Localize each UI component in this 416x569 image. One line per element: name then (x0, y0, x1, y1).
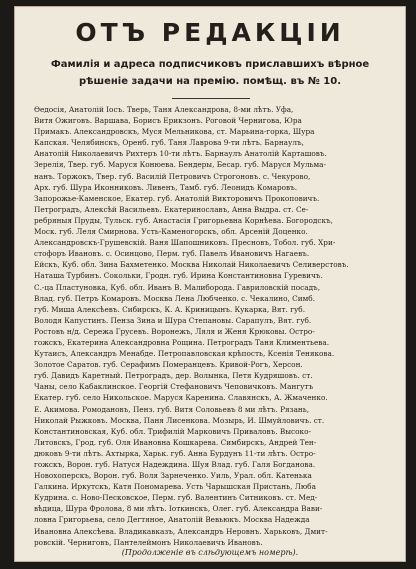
list-line: Ейскъ, Куб. обл. Зина Бахметенко. Москва Николай Николаевичъ Селиверстовъ. (34, 260, 349, 270)
list-line: губ. Давидъ Каретный. Петроградъ, дер. Волынка, Петя Кудряшовъ. ст. (34, 371, 313, 381)
list-line: Влад. губ. Петръ Комаровъ. Москва Лена Любченко. с. Чекалино, Симб. (34, 293, 315, 303)
magazine-page (14, 6, 406, 562)
list-line: Моск. губ. Леля Смирнова. Усть-Каменогорскъ, обл. Арсеній Доценко. (34, 227, 308, 237)
list-line: стофоръ Ивановъ. с. Осинцово, Перм. губ. Павелъ Ивановичъ Нагаевъ. (34, 249, 310, 259)
list-line: Кутаисъ, Александръ Менабде. Петропавловская крѣпость, Ксенія Тенякова. (34, 349, 335, 359)
list-line: ловна Григорьева, село Дегтяное, Анатолій Вевьюкъ. Москва Надежда (34, 515, 310, 525)
list-line: Галкина. Иркутскъ, Катя Пономарева. Усть Чарышская Пристань, Люба (34, 482, 316, 492)
page-subtitle: Фамилія и адреса подписчиковъ приславшихъ вѣрное рѣшеніе задачи на премію. помѣщ. въ № 10. (50, 59, 370, 87)
list-line: Николай Рыжковъ. Москва, Паня Лисенкова. Мозырь, И. Шмуйловичъ. ст. (34, 415, 325, 425)
list-line: гожскъ, Екатерина Александровна Рощина. Петроградъ Таня Климентьева. (34, 337, 330, 347)
continuation-note: (Продолженіе въ слѣдующемъ номерѣ). (121, 548, 299, 557)
list-line: Ѳедосія, Анатолій Іосъ. Тверь, Таня Александрова, 8-ми лѣтъ. Уфа, (34, 105, 294, 114)
list-line: нанъ. Торжокъ, Твер. губ. Василій Петровичъ Строгоновъ. с. Чекурово, (34, 171, 311, 181)
list-line: Александровскъ-Грушевскій. Ваня Шапошниковъ. Пресновъ, Тобол. губ. Хри- (34, 238, 336, 248)
list-line: Володя Капустинъ. Пенза Зина и Шура Степановы. Сарапулъ, Вят. губ. (34, 315, 312, 325)
list-line: гожскъ, Ворон. губ. Натуся Надеждина. Шуя Влад. губ. Галя Богданова. (34, 460, 316, 469)
list-line: Екатер. губ. село Никольское. Маруся Каренина. Славянскъ, А. Жмаченко. (34, 393, 328, 403)
subscriber-list (34, 104, 386, 548)
list-line: Анатолій Николаевичъ Рихтеръ 10-ти лѣтъ. Барнаулъ Анатолій Карташовъ. (34, 149, 327, 159)
list-line: Е. Акимова. Ромодановъ, Пенз. губ. Витя Соловьевъ 8 ми лѣтъ. Рязань, (34, 404, 310, 414)
list-line: ребряныя Пруды, Тульск. губ. Анастасія Григорьевна Корнѣева. Богородскъ, (34, 215, 333, 225)
divider (172, 98, 250, 99)
list-line: дюковъ 9-ти лѣтъ. Ахтырка, Харьк. губ. Анна Бурдунъ 11-ти лѣтъ. Остро- (34, 448, 316, 458)
list-line: Золотое Саратов. губ. Серафимъ Померанцевъ. Кривой-Рогъ, Херсон. (34, 360, 303, 370)
list-line: Зерелія, Твер. губ. Маруся Конюева. Бендеры, Бесар. губ. Маруся Мульма- (34, 160, 326, 170)
list-line: Капская. Челябинскъ, Оренб. губ. Таня Лаврова 9-ти лѣтъ. Барнаулъ, (34, 138, 304, 148)
list-line: Арх. губ. Шура Иконниковъ. Ливенъ, Тамб. губ. Леонидъ Комаровъ. (34, 182, 298, 192)
list-line: Примакъ. Александровскъ, Муся Мельникова, ст. Марьина-горка, Шура (34, 127, 315, 137)
list-line: Литовскъ, Грод. губ. Оля Ивановна Кошкарева. Симбирскъ, Андрей Тен- (34, 437, 317, 447)
list-line: Ивановна Алексѣева. Владикавказъ, Александръ Неровнъ. Харьковъ, Дмит- (34, 526, 328, 536)
list-line: вѣдица, Шура Фролова, 8 ми лѣтъ. Іоткинскъ, Олег. губ. Александра Вави- (34, 504, 323, 514)
list-line: ровскій. Черниговъ, Пантелеймонъ Николаевичъ Ивановъ. (34, 537, 263, 547)
list-line: Наташа Турбинъ. Сокольки, Гродн. губ. Ирина Константиновна Гуревичъ. (34, 271, 323, 281)
list-line: Запорожье-Каменское, Екатер. губ. Анатолій Викторовичъ Прокоповичъ. (34, 193, 320, 203)
list-line: Петроградъ, Алексѣй Васильевъ. Екатеринославъ, Анна Выдра. ст. Се- (34, 204, 309, 214)
list-line: Ростовъ н/д. Сережа Грусевъ. Воронежъ, Ляля и Женя Крюковы. Остро- (34, 326, 315, 336)
list-line: Константиновская, Куб. обл. Трифилій Марковичъ Приваловъ. Высоко- (34, 426, 311, 436)
page-title: ОТЪ РЕДАКЦІИ (75, 18, 345, 47)
list-line: Чаны, село Кабаклинское. Георгій Стефановичъ Чеповичковъ. Мангутъ (34, 382, 314, 392)
list-line: Витя Ожиговъ. Варшава, Борисъ Ерикзонъ. Роговой Чернигова, Юра (34, 116, 302, 126)
list-line: губ. Миша Алексѣевъ. Сибирскъ, К. А. Криницынъ. Кукарка, Вят. губ. (34, 304, 306, 314)
list-line: Новохоперскъ, Ворон. губ. Воля Зарнеченко. Уиль, Урал. обл. Катенька (34, 471, 312, 481)
list-line: С.-ца Пластуновка, Куб. обл. Иванъ В. Малиборода. Гавриловскій посадъ, (34, 282, 321, 292)
list-line: Кудрина. с. Ново-Песковское, Перм. губ. Валентинъ Ситниковъ. ст. Мед- (34, 493, 318, 503)
